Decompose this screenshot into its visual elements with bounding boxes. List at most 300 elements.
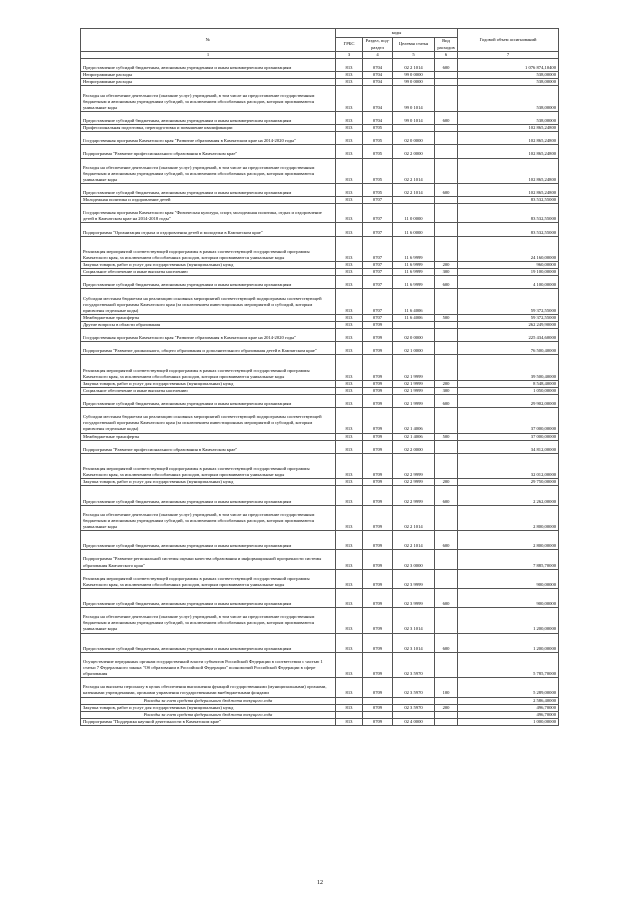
row-exptype — [435, 408, 458, 433]
table-row — [81, 408, 559, 433]
row-section: 0709 — [363, 479, 393, 486]
row-amount: 59 372,55000 — [458, 289, 559, 314]
row-target: 02 1 4006 — [393, 408, 435, 433]
row-section: 0707 — [363, 314, 393, 321]
row-section: 0709 — [363, 550, 393, 569]
row-section: 0707 — [363, 262, 393, 269]
row-target: 02 3 1014 — [393, 608, 435, 633]
row-exptype — [435, 321, 458, 328]
row-exptype — [435, 158, 458, 183]
row-grbs: 813 — [336, 408, 363, 433]
row-amount: 76 500,40000 — [458, 342, 559, 355]
row-section: 0704 — [363, 72, 393, 79]
row-amount: 102 865,24800 — [458, 125, 559, 132]
row-exptype — [435, 652, 458, 677]
row-exptype: 200 — [435, 704, 458, 711]
row-amount: 4 100,00000 — [458, 276, 559, 289]
row-target: 11 6 9999 — [393, 262, 435, 269]
header-colnum: 7 — [458, 52, 559, 59]
row-grbs: 813 — [336, 269, 363, 276]
table-row — [81, 86, 559, 111]
row-section: 0705 — [363, 158, 393, 183]
row-target: 02 3 5970 — [393, 652, 435, 677]
row-amount: 32 012,00000 — [458, 453, 559, 478]
row-amount: 1 200,00000 — [458, 608, 559, 633]
row-amount: 24 160,00000 — [458, 236, 559, 261]
row-amount: 19 100,00000 — [458, 269, 559, 276]
row-description: Другие вопросы в области образования — [81, 321, 336, 328]
row-section: 0707 — [363, 289, 393, 314]
row-grbs: 813 — [336, 72, 363, 79]
row-description: Расходы за счет средств федерального бюджета текущего года — [81, 697, 336, 704]
row-target: 02 3 9999 — [393, 569, 435, 588]
row-target: 11 0 0000 — [393, 204, 435, 223]
table-row — [81, 321, 559, 328]
table-row — [81, 633, 559, 652]
row-section: 0709 — [363, 355, 393, 380]
table-row — [81, 236, 559, 261]
row-description: Предоставление субсидий бюджетным, автономным учреждениям и иным некоммерческим организациям — [81, 588, 336, 607]
row-exptype: 600 — [435, 531, 458, 550]
row-description: Социальное обеспечение и иные выплаты населению — [81, 387, 336, 394]
row-grbs: 813 — [336, 86, 363, 111]
row-target: 11 6 4006 — [393, 314, 435, 321]
row-exptype — [435, 440, 458, 453]
row-target: 02 2 0000 — [393, 440, 435, 453]
row-description: Предоставление субсидий бюджетным, автономным учреждениям и иным некоммерческим организациям — [81, 183, 336, 196]
row-grbs: 813 — [336, 569, 363, 588]
row-target: 02 1 9999 — [393, 380, 435, 387]
row-target: 02 1 0000 — [393, 342, 435, 355]
row-section: 0709 — [363, 342, 393, 355]
row-grbs: 813 — [336, 433, 363, 440]
row-description: Подпрограмма "Организация отдыха и оздоровления детей и молодежи в Камчатском крае" — [81, 223, 336, 236]
row-amount: 5 289,00000 — [458, 678, 559, 697]
row-section: 0709 — [363, 321, 393, 328]
row-section: 0704 — [363, 79, 393, 86]
header-colnum: 5 — [393, 52, 435, 59]
row-section — [363, 697, 393, 704]
header-codes: коды — [336, 29, 458, 38]
row-grbs: 813 — [336, 652, 363, 677]
table-row — [81, 453, 559, 478]
row-target: 11 6 9999 — [393, 269, 435, 276]
table-row — [81, 433, 559, 440]
row-amount: 83 532,55000 — [458, 223, 559, 236]
table-row — [81, 711, 559, 718]
table-body — [81, 59, 559, 726]
row-description: Подпрограмма "Поддержка научной деятельности в Камчатском крае" — [81, 718, 336, 725]
row-section: 0705 — [363, 145, 393, 158]
row-target: 99 0 1014 — [393, 86, 435, 111]
table-row — [81, 72, 559, 79]
row-amount: 2 586,40000 — [458, 697, 559, 704]
row-exptype — [435, 145, 458, 158]
row-amount: 59 372,55000 — [458, 314, 559, 321]
row-target: 02 2 1014 — [393, 158, 435, 183]
row-description: Предоставление субсидий бюджетным, автономным учреждениям и иным некоммерческим организациям — [81, 59, 336, 72]
row-amount: 262 249,90000 — [458, 321, 559, 328]
row-section: 0709 — [363, 588, 393, 607]
table-row — [81, 394, 559, 407]
row-amount: 29 750,00000 — [458, 479, 559, 486]
row-description: Закупка товаров, работ и услуг для государственных (муниципальных) нужд — [81, 380, 336, 387]
table-row — [81, 79, 559, 86]
row-exptype — [435, 505, 458, 530]
row-description: Предоставление субсидий бюджетным, автономным учреждениям и иным некоммерческим организациям — [81, 633, 336, 652]
row-grbs — [336, 697, 363, 704]
row-amount: 2 800,00000 — [458, 531, 559, 550]
row-target: 02 2 9999 — [393, 479, 435, 486]
row-exptype — [435, 79, 458, 86]
row-exptype — [435, 197, 458, 204]
row-exptype — [435, 569, 458, 588]
row-amount: 538,00000 — [458, 86, 559, 111]
row-grbs: 813 — [336, 59, 363, 72]
row-section: 0707 — [363, 223, 393, 236]
row-exptype — [435, 125, 458, 132]
row-target: 02 1 9999 — [393, 355, 435, 380]
row-grbs: 813 — [336, 314, 363, 321]
row-amount: 5 785,70000 — [458, 652, 559, 677]
row-amount: 102 865,24800 — [458, 132, 559, 145]
row-exptype — [435, 223, 458, 236]
table-row — [81, 697, 559, 704]
row-description: Государственная программа Камчатского края "Физическая культура, спорт, молодежная политика, отдых и оздоровление детей в Камчатском крае на 2014-2018 годы" — [81, 204, 336, 223]
row-target: 02 3 1014 — [393, 633, 435, 652]
row-section: 0705 — [363, 183, 393, 196]
table-row — [81, 380, 559, 387]
header-exptype: Вид расходов — [435, 38, 458, 52]
row-grbs: 813 — [336, 718, 363, 725]
table-row — [81, 59, 559, 72]
row-amount: 102 865,24800 — [458, 145, 559, 158]
row-description: Закупка товаров, работ и услуг для государственных (муниципальных) нужд — [81, 704, 336, 711]
row-grbs: 813 — [336, 276, 363, 289]
table-row — [81, 223, 559, 236]
row-grbs: 813 — [336, 678, 363, 697]
row-section: 0709 — [363, 486, 393, 505]
row-exptype: 600 — [435, 183, 458, 196]
row-target: 02 1 9999 — [393, 394, 435, 407]
budget-table-page — [80, 28, 558, 726]
header-colnum: 6 — [435, 52, 458, 59]
row-grbs: 813 — [336, 633, 363, 652]
row-grbs: 813 — [336, 588, 363, 607]
row-exptype: 500 — [435, 314, 458, 321]
row-exptype: 200 — [435, 380, 458, 387]
row-grbs: 813 — [336, 197, 363, 204]
table-row — [81, 678, 559, 697]
row-amount: 900,00000 — [458, 569, 559, 588]
row-exptype — [435, 132, 458, 145]
row-target: 11 6 9999 — [393, 236, 435, 261]
row-description: Расходы на обеспечение деятельности (оказание услуг) учреждений, в том числе на предоставление государственным бюджетным и автономным учреждениям субсидий, за исключением обособленных расходов, которым присваиваются уникальные коды — [81, 86, 336, 111]
row-section: 0707 — [363, 236, 393, 261]
row-target: 02 1 9999 — [393, 387, 435, 394]
row-description: Предоставление субсидий бюджетным, автономным учреждениям и иным некоммерческим организациям — [81, 486, 336, 505]
row-description: Субсидии местным бюджетам на реализацию основных мероприятий соответствующей подпрограммы соответствующей государственной программы Камчатского края (за исключением инвестиционных мероприятий и субсидий, которым присвоены отдельные коды) — [81, 289, 336, 314]
row-description: Государственная программа Камчатского края "Развитие образования в Камчатском крае на 2014-2020 годы" — [81, 329, 336, 342]
row-grbs: 813 — [336, 550, 363, 569]
row-exptype — [435, 608, 458, 633]
row-exptype: 100 — [435, 678, 458, 697]
table-row — [81, 387, 559, 394]
table-row — [81, 197, 559, 204]
row-amount: 29 902,00000 — [458, 394, 559, 407]
table-row — [81, 440, 559, 453]
row-description: Расходы на выплаты персоналу в целях обеспечения выполнения функций государственными (муниципальными) органами, казенными учреждениями, органами управления государственными внебюджетными фондами — [81, 678, 336, 697]
row-exptype: 500 — [435, 433, 458, 440]
row-description: Государственная программа Камчатского края "Развитие образования в Камчатском крае на 2014-2020 годы" — [81, 132, 336, 145]
row-exptype: 600 — [435, 633, 458, 652]
table-row — [81, 718, 559, 725]
row-grbs: 813 — [336, 704, 363, 711]
row-amount: 8 548,40000 — [458, 380, 559, 387]
header-annual: Годовой объем ассигнований — [458, 29, 559, 52]
row-grbs: 813 — [336, 387, 363, 394]
row-target: 02 0 0000 — [393, 329, 435, 342]
row-grbs: 813 — [336, 479, 363, 486]
row-grbs: 813 — [336, 355, 363, 380]
row-grbs: 813 — [336, 505, 363, 530]
row-description: Подпрограмма "Развитие профессионального образования в Камчатском крае" — [81, 440, 336, 453]
table-row — [81, 132, 559, 145]
row-description: Закупка товаров, работ и услуг для государственных (муниципальных) нужд — [81, 262, 336, 269]
table-row — [81, 145, 559, 158]
row-grbs: 813 — [336, 158, 363, 183]
row-section: 0707 — [363, 276, 393, 289]
row-grbs: 813 — [336, 145, 363, 158]
table-row — [81, 486, 559, 505]
page-number: 12 — [317, 880, 323, 886]
row-target: 02 3 5970 — [393, 678, 435, 697]
row-description: Предоставление субсидий бюджетным, автономным учреждениям и иным некоммерческим организациям — [81, 276, 336, 289]
row-grbs: 813 — [336, 342, 363, 355]
row-description: Реализация мероприятий соответствующей подпрограммы в рамках соответствующей государственной программы Камчатского края, за исключением обособленных расходов, которым присваиваются уникальные коды — [81, 355, 336, 380]
row-grbs: 813 — [336, 321, 363, 328]
row-section: 0709 — [363, 408, 393, 433]
row-amount: 2 262,00000 — [458, 486, 559, 505]
row-target: 02 2 1014 — [393, 505, 435, 530]
row-exptype: 600 — [435, 394, 458, 407]
row-grbs: 813 — [336, 531, 363, 550]
row-exptype: 200 — [435, 262, 458, 269]
row-exptype: 600 — [435, 588, 458, 607]
row-exptype — [435, 355, 458, 380]
row-exptype: 200 — [435, 479, 458, 486]
row-amount: 7 885,70000 — [458, 550, 559, 569]
row-section: 0707 — [363, 204, 393, 223]
row-target: 11 6 4006 — [393, 289, 435, 314]
header-section: Раздел, под-раздел — [363, 38, 393, 52]
row-section: 0704 — [363, 111, 393, 124]
row-grbs: 813 — [336, 223, 363, 236]
row-target: 02 2 1014 — [393, 183, 435, 196]
row-target: 11 6 9999 — [393, 276, 435, 289]
row-amount: 1 076 874,10400 — [458, 59, 559, 72]
table-row — [81, 276, 559, 289]
row-section: 0709 — [363, 678, 393, 697]
row-amount: 37 000,00000 — [458, 433, 559, 440]
row-grbs: 813 — [336, 289, 363, 314]
table-row — [81, 479, 559, 486]
row-exptype — [435, 697, 458, 704]
row-exptype — [435, 342, 458, 355]
row-amount: 83 532,55000 — [458, 204, 559, 223]
row-description: Предоставление субсидий бюджетным, автономным учреждениям и иным некоммерческим организациям — [81, 111, 336, 124]
row-amount: 2 800,00000 — [458, 505, 559, 530]
table-row — [81, 355, 559, 380]
row-description: Профессиональная подготовка, переподготовка и повышение квалификации — [81, 125, 336, 132]
table-header — [81, 29, 559, 59]
row-section: 0707 — [363, 269, 393, 276]
row-grbs: 813 — [336, 329, 363, 342]
table-row — [81, 125, 559, 132]
row-amount: 1 000,00000 — [458, 718, 559, 725]
header-colnum: 1 — [81, 52, 336, 59]
table-row — [81, 704, 559, 711]
row-exptype — [435, 289, 458, 314]
header-target: Целевая статья — [393, 38, 435, 52]
budget-table — [80, 28, 559, 726]
row-section: 0709 — [363, 394, 393, 407]
row-description: Расходы на обеспечение деятельности (оказание услуг) учреждений, в том числе на предоставление государственным бюджетным и автономным учреждениям субсидий, за исключением обособленных расходов, которым присваиваются уникальные коды — [81, 608, 336, 633]
header-grbs: ГРБС — [336, 38, 363, 52]
row-section: 0709 — [363, 387, 393, 394]
row-amount: 496,70000 — [458, 704, 559, 711]
row-target — [393, 697, 435, 704]
table-row — [81, 289, 559, 314]
row-description: Молодежная политика и оздоровление детей — [81, 197, 336, 204]
row-section: 0709 — [363, 453, 393, 478]
row-grbs: 813 — [336, 486, 363, 505]
row-description: Подпрограмма "Развитие дошкольного, общего образования и дополнительного образования детей в Камчатском крае" — [81, 342, 336, 355]
table-row — [81, 608, 559, 633]
table-row — [81, 269, 559, 276]
row-target: 99 0 0000 — [393, 72, 435, 79]
row-description: Непрограммные расходы — [81, 79, 336, 86]
row-exptype: 300 — [435, 269, 458, 276]
row-amount: 39 500,40000 — [458, 355, 559, 380]
row-amount: 83 532,55000 — [458, 197, 559, 204]
table-row — [81, 262, 559, 269]
row-exptype: 600 — [435, 486, 458, 505]
row-amount: 102 865,24800 — [458, 158, 559, 183]
table-row — [81, 505, 559, 530]
row-description: Осуществление переданных органам государственной власти субъектов Российской Федерации в соответствии с частью 1 статьи 7 Федерального закона "Об образовании в Российской Федерации" полномочий Российской Федерации в сфере образования — [81, 652, 336, 677]
table-row — [81, 314, 559, 321]
row-section: 0705 — [363, 125, 393, 132]
row-amount: 225 434,60000 — [458, 329, 559, 342]
row-section: 0709 — [363, 380, 393, 387]
row-description: Подпрограмма "Развитие региональной системы оценки качества образования и информационной прозрачности системы образования Камчатского края" — [81, 550, 336, 569]
row-target: 02 0 0000 — [393, 132, 435, 145]
row-amount: 102 865,24800 — [458, 183, 559, 196]
row-target: 11 6 0000 — [393, 223, 435, 236]
row-grbs: 813 — [336, 262, 363, 269]
header-num: № — [81, 29, 336, 52]
row-exptype — [435, 718, 458, 725]
row-section: 0709 — [363, 505, 393, 530]
row-target: 02 3 5970 — [393, 704, 435, 711]
row-description: Закупка товаров, работ и услуг для государственных (муниципальных) нужд — [81, 479, 336, 486]
row-exptype — [435, 453, 458, 478]
row-grbs: 813 — [336, 608, 363, 633]
row-grbs: 813 — [336, 440, 363, 453]
row-amount: 496,70000 — [458, 711, 559, 718]
row-description: Непрограммные расходы — [81, 72, 336, 79]
row-target — [393, 125, 435, 132]
row-section: 0707 — [363, 197, 393, 204]
row-grbs: 813 — [336, 79, 363, 86]
row-section: 0704 — [363, 86, 393, 111]
row-amount: 538,00000 — [458, 79, 559, 86]
row-section: 0709 — [363, 608, 393, 633]
row-section: 0709 — [363, 704, 393, 711]
row-target: 02 2 9999 — [393, 486, 435, 505]
table-row — [81, 550, 559, 569]
row-grbs: 813 — [336, 236, 363, 261]
row-description: Субсидии местным бюджетам на реализацию основных мероприятий соответствующей подпрограммы соответствующей государственной программы Камчатского края (за исключением инвестиционных мероприятий и субсидий, которым присвоены отдельные коды) — [81, 408, 336, 433]
row-section: 0709 — [363, 652, 393, 677]
row-amount: 1 050,00000 — [458, 387, 559, 394]
row-section: 0709 — [363, 531, 393, 550]
header-colnum: 3 — [336, 52, 363, 59]
row-amount: 538,00000 — [458, 111, 559, 124]
row-section: 0709 — [363, 433, 393, 440]
row-description: Реализация мероприятий соответствующей подпрограммы в рамках соответствующей государственной программы Камчатского края, за исключением обособленных расходов, которым присваиваются уникальные коды — [81, 569, 336, 588]
row-exptype — [435, 236, 458, 261]
row-description: Расходы на обеспечение деятельности (оказание услуг) учреждений, в том числе на предоставление государственным бюджетным и автономным учреждениям субсидий, за исключением обособленных расходов, которым присваиваются уникальные коды — [81, 158, 336, 183]
table-row — [81, 204, 559, 223]
table-row — [81, 569, 559, 588]
row-exptype: 300 — [435, 387, 458, 394]
row-description: Подпрограмма "Развитие профессионального образования в Камчатском крае" — [81, 145, 336, 158]
table-row — [81, 158, 559, 183]
row-target: 02 2 1014 — [393, 59, 435, 72]
row-target: 02 3 9999 — [393, 588, 435, 607]
row-grbs: 813 — [336, 111, 363, 124]
row-target: 02 4 0000 — [393, 718, 435, 725]
row-grbs: 813 — [336, 132, 363, 145]
row-exptype — [435, 329, 458, 342]
row-target: 02 1 4006 — [393, 433, 435, 440]
row-amount: 37 000,00000 — [458, 408, 559, 433]
row-exptype: 600 — [435, 59, 458, 72]
row-section: 0709 — [363, 329, 393, 342]
row-exptype: 600 — [435, 111, 458, 124]
row-section: 0705 — [363, 132, 393, 145]
row-exptype — [435, 86, 458, 111]
row-grbs — [336, 711, 363, 718]
row-section: 0709 — [363, 440, 393, 453]
row-section — [363, 711, 393, 718]
row-section: 0709 — [363, 569, 393, 588]
row-target: 02 3 0000 — [393, 550, 435, 569]
row-grbs: 813 — [336, 204, 363, 223]
table-row — [81, 342, 559, 355]
row-amount: 34 812,00000 — [458, 440, 559, 453]
row-exptype — [435, 72, 458, 79]
table-row — [81, 588, 559, 607]
row-target — [393, 197, 435, 204]
table-row — [81, 652, 559, 677]
table-row — [81, 111, 559, 124]
row-exptype — [435, 550, 458, 569]
row-amount: 538,00000 — [458, 72, 559, 79]
table-row — [81, 183, 559, 196]
